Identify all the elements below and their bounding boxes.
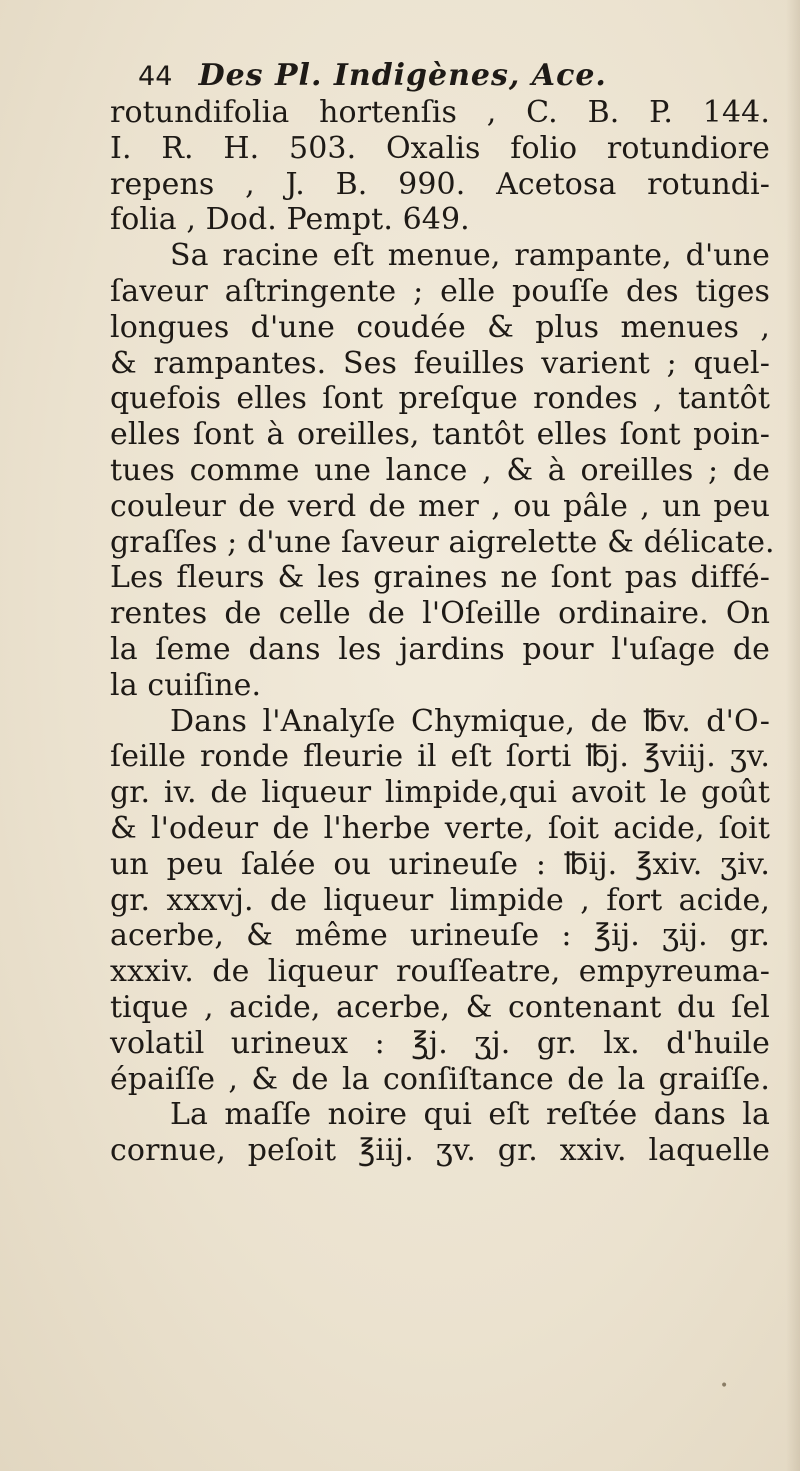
text-line: la ſeme dans les jardins pour l'uſage de	[110, 631, 770, 667]
text-line: tique , acide, acerbe, & contenant du ſel	[110, 989, 770, 1025]
page-edge-shadow	[786, 0, 800, 1471]
paragraph-first-line: La maſſe noire qui eſt reſtée dans la	[170, 1097, 770, 1133]
page-number: 44	[138, 61, 173, 92]
page-text-block	[110, 58, 775, 1169]
paper-speck: •	[720, 1378, 729, 1394]
text-line: longues d'une coudée & plus menues ,	[110, 309, 770, 345]
text-line: rentes de celle de l'Oſeille ordinaire. On	[110, 596, 770, 632]
text-line: graſſes ; d'une ſaveur aigrelette & délicate.	[110, 524, 775, 560]
text-line: I. R. H. 503. Oxalis folio rotundiore	[110, 130, 770, 166]
text-line: acerbe, & même urineuſe : ℥ij. ʒij. gr.	[110, 918, 770, 954]
text-line: & l'odeur de l'herbe verte, ſoit acide, ſoit	[110, 810, 770, 846]
text-line: quefois elles ſont preſque rondes , tantôt	[110, 381, 770, 417]
text-line: un peu ſalée ou urineuſe : ℔ij. ℥xiv. ʒiv.	[110, 846, 770, 882]
text-line: xxxiv. de liqueur rouſſeatre, empyreuma-	[110, 954, 770, 990]
text-line: & rampantes. Ses feuilles varient ; quel-	[110, 345, 770, 381]
text-line: cornue, peſoit ℥iij. ʒv. gr. xxiv. laquelle	[110, 1133, 770, 1169]
text-line: ſeille ronde fleurie il eſt ſorti ℔j. ℥viij. ʒv.	[110, 739, 770, 775]
text-line: Les fleurs & les graines ne ſont pas diffé-	[110, 560, 770, 596]
text-line: gr. iv. de liqueur limpide,qui avoit le goût	[110, 775, 770, 811]
text-line: volatil urineux : ℥j. ʒj. gr. lx. d'huile	[110, 1025, 770, 1061]
text-line: tues comme une lance , & à oreilles ; de	[110, 452, 770, 488]
text-line: folia , Dod. Pempt. 649.	[110, 202, 470, 238]
text-line: épaiſſe , & de la conſiſtance de la graiſſe.	[110, 1061, 770, 1097]
paragraph-first-line: Sa racine eſt menue, rampante, d'une	[170, 238, 770, 274]
paragraph-first-line: Dans l'Analyſe Chymique, de ℔v. d'O-	[170, 703, 770, 739]
text-line: rotundifolia hortenſis , C. B. P. 144.	[110, 95, 770, 130]
text-line: elles ſont à oreilles, tantôt elles ſont poin-	[110, 417, 770, 453]
text-line: gr. xxxvj. de liqueur limpide , fort acide,	[110, 882, 770, 918]
running-head-title: Des Pl. Indigènes, Ace.	[198, 58, 607, 93]
text-line: la cuiſine.	[110, 667, 262, 703]
text-line: ſaveur aſtringente ; elle pouſſe des tiges	[110, 273, 770, 309]
running-head	[138, 58, 770, 95]
text-line: couleur de verd de mer , ou pâle , un peu	[110, 488, 770, 524]
text-line: repens , J. B. 990. Acetosa rotundi-	[110, 166, 770, 202]
